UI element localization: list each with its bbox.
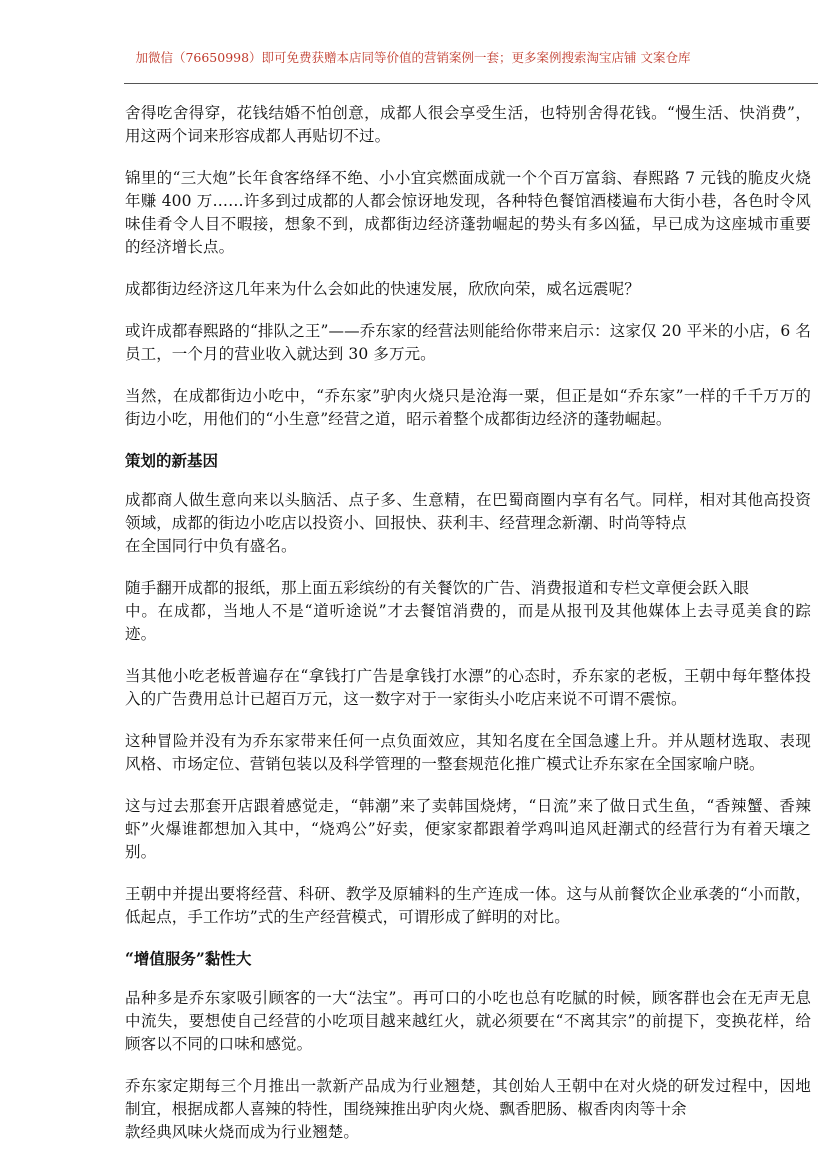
body-paragraph: 舍得吃舍得穿，花钱结婚不怕创意，成都人很会享受生活，也特别舍得花钱。“慢生活、快消费”，用这两个词来形容成都人再贴切不过。 <box>125 104 811 145</box>
section-heading: “增值服务”黏性大 <box>125 949 252 968</box>
body-paragraph: 这与过去那套开店跟着感觉走，“韩潮”来了卖韩国烧烤，“日流”来了做日式生鱼，“香辣蟹、香辣虾”火爆谁都想加入其中，“烧鸡公”好卖，便家家都跟着学鸡叫追风赶潮式的经营行为有着天壤之别。 <box>125 797 811 861</box>
promo-header: 加微信（76650998）即可免费获赠本店同等价值的营销案例一套；更多案例搜索淘宝店铺 文案仓库 <box>135 50 691 65</box>
body-paragraph: 乔东家定期每三个月推出一款新产品成为行业翘楚，其创始人王朝中在对火烧的研发过程中，因地制宜，根据成都人喜辣的特性，围绕辣推出驴肉火烧、飘香肥肠、椒香肉肉等十余 款经典风味火烧而成为行业翘楚。 <box>125 1077 811 1141</box>
body-paragraph: 品种多是乔东家吸引顾客的一大“法宝”。再可口的小吃也总有吃腻的时候，顾客群也会在无声无息中流失，要想使自己经营的小吃项目越来越红火，就必须要在“不离其宗”的前提下，变换花样，给顾客以不同的口味和感觉。 <box>125 989 811 1053</box>
article-body <box>125 102 811 1163</box>
header-divider <box>124 83 818 84</box>
body-paragraph: 或许成都春熙路的“排队之王”——乔东家的经营法则能给你带来启示：这家仅 20 平米的小店，6 名员工，一个月的营业收入就达到 30 多万元。 <box>125 322 811 363</box>
body-paragraph: 成都街边经济这几年来为什么会如此的快速发展，欣欣向荣，威名远震呢？ <box>125 280 640 298</box>
body-paragraph: 锦里的“三大炮”长年食客络绎不绝、小小宜宾燃面成就一个个百万富翁、春熙路 7 元钱的脆皮火烧年赚 400 万……许多到过成都的人都会惊讶地发现，各种特色餐馆酒楼遍布大街小巷，各色时令风味佳肴令人目不暇接，想象不到，成都街边经济蓬勃崛起的势头有多凶猛，早已成为这座城市重要的经济增长点。 <box>125 169 811 256</box>
body-paragraph: 当其他小吃老板普遍存在“拿钱打广告是拿钱打水漂”的心态时，乔东家的老板，王朝中每年整体投入的广告费用总计已超百万元，这一数字对于一家街头小吃店来说不可谓不震惊。 <box>125 667 811 708</box>
body-paragraph: 王朝中并提出要将经营、科研、教学及原辅料的生产连成一体。这与从前餐饮企业承袭的“小而散，低起点，手工作坊”式的生产经营模式，可谓形成了鲜明的对比。 <box>125 885 811 926</box>
body-paragraph: 成都商人做生意向来以头脑活、点子多、生意精，在巴蜀商圈内享有名气。同样，相对其他高投资领域，成都的街边小吃店以投资小、回报快、获利丰、经营理念新潮、时尚等特点 在全国同行中负有盛名。 <box>125 491 811 555</box>
body-paragraph: 当然，在成都街边小吃中，“乔东家”驴肉火烧只是沧海一粟，但正是如“乔东家”一样的千千万万的街边小吃，用他们的“小生意”经营之道，昭示着整个成都街边经济的蓬勃崛起。 <box>125 387 811 428</box>
section-heading: 策划的新基因 <box>125 451 219 470</box>
body-paragraph: 随手翻开成都的报纸，那上面五彩缤纷的有关餐饮的广告、消费报道和专栏文章便会跃入眼 中。在成都，当地人不是“道听途说”才去餐馆消费的，而是从报刊及其他媒体上去寻觅美食的踪迹。 <box>125 579 811 643</box>
body-paragraph: 这种冒险并没有为乔东家带来任何一点负面效应，其知名度在全国急遽上升。并从题材选取、表现风格、市场定位、营销包装以及科学管理的一整套规范化推广模式让乔东家在全国家喻户晓。 <box>125 732 811 773</box>
